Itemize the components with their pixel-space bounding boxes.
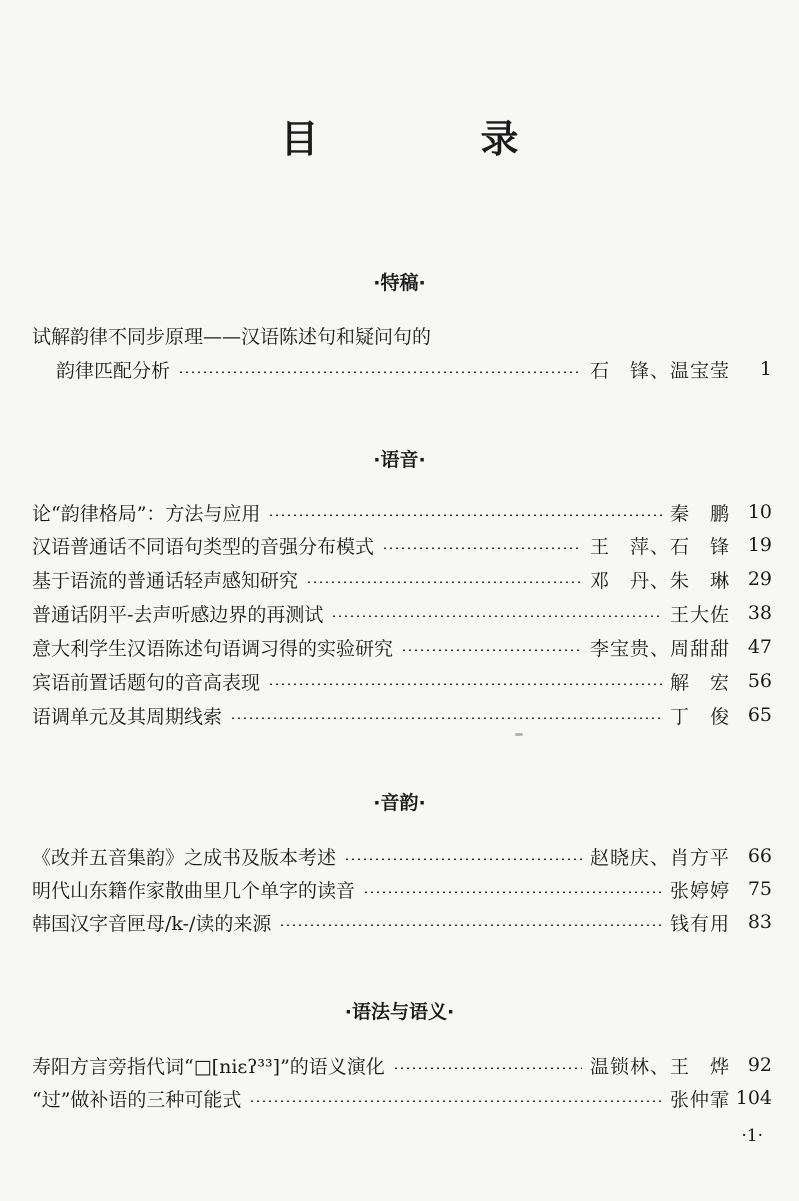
toc-entry-author: 温锁林、王 烨 [589, 1055, 730, 1078]
leader-dots [393, 1067, 582, 1069]
toc-entry-title: 明代山东籍作家散曲里几个单字的读音 [32, 879, 356, 902]
toc-entry-title: 普通话阴平-去声听感边界的再测试 [32, 603, 324, 626]
toc-entry-title: 语调单元及其周期线索 [32, 705, 223, 728]
toc-entry[interactable] [32, 530, 772, 560]
section-heading [0, 788, 799, 818]
toc-entry-title: 《改并五音集韵》之成书及版本考述 [32, 846, 337, 869]
toc-entry-page: 75 [747, 878, 772, 900]
toc-entry-title: 意大利学生汉语陈述句语调习得的实验研究 [32, 637, 394, 660]
section-heading-text: ·特稿· [373, 272, 426, 294]
leader-dots [279, 924, 662, 926]
toc-entry-title: 宾语前置话题句的音高表现 [32, 671, 261, 694]
toc-entry-author: 张仲霏 [669, 1088, 730, 1111]
toc-entry[interactable] [32, 700, 772, 730]
toc-entry-title: 论“韵律格局”：方法与应用 [32, 502, 261, 525]
toc-entry[interactable] [32, 598, 772, 628]
toc-entry-page: 56 [747, 670, 772, 692]
toc-entry[interactable] [32, 564, 772, 594]
toc-entry[interactable] [32, 632, 772, 662]
toc-entry[interactable] [56, 354, 772, 384]
toc-entry-title: “过”做补语的三种可能式 [32, 1088, 242, 1111]
toc-entry-author: 钱有用 [669, 912, 730, 935]
toc-entry-page: 65 [747, 704, 772, 726]
section-heading-text: ·语法与语义· [344, 1001, 455, 1023]
leader-dots [331, 615, 662, 617]
toc-entry-author: 石 锋、温宝莹 [589, 359, 730, 382]
toc-entry-author: 邓 丹、朱 琳 [589, 569, 730, 592]
toc-entry-author: 王大佐 [669, 603, 730, 626]
toc-entry[interactable] [32, 666, 772, 696]
toc-entry-page: 47 [747, 636, 772, 658]
leader-dots [268, 683, 662, 685]
toc-entry-author: 张婷婷 [669, 879, 730, 902]
section-heading [0, 997, 799, 1027]
toc-entry[interactable] [32, 1050, 772, 1080]
toc-entry-author: 解 宏 [669, 671, 730, 694]
toc-entry-author: 丁 俊 [669, 705, 730, 728]
toc-entry[interactable] [32, 874, 772, 904]
leader-dots [306, 581, 582, 583]
toc-entry-title: 寿阳方言旁指代词“□[niɛʔ³³]”的语义演化 [32, 1055, 385, 1078]
toc-entry-title: 基于语流的普通话轻声感知研究 [32, 569, 299, 592]
toc-entry-page: 29 [747, 568, 772, 590]
leader-dots [178, 371, 582, 373]
toc-entry-page: 92 [747, 1054, 772, 1076]
toc-entry[interactable] [32, 841, 772, 871]
toc-entry-page: 1 [759, 358, 772, 380]
toc-entry[interactable] [32, 907, 772, 937]
section-heading-text: ·语音· [373, 449, 426, 471]
toc-entry-title-line1: 试解韵律不同步原理——汉语陈述句和疑问句的 [32, 326, 432, 348]
leader-dots [382, 547, 582, 549]
scan-smudge [515, 733, 523, 736]
leader-dots [363, 891, 662, 893]
leader-dots [401, 649, 582, 651]
section-heading [0, 445, 799, 475]
toc-entry-page: 10 [747, 501, 772, 523]
toc-entry-page: 83 [747, 911, 772, 933]
toc-entry-page: 66 [747, 845, 772, 867]
section-heading-text: ·音韵· [373, 792, 426, 814]
leader-dots [344, 858, 582, 860]
toc-entry-author: 王 萍、石 锋 [589, 535, 730, 558]
footer-page-number: ·1· [741, 1126, 763, 1146]
toc-entry-author: 李宝贵、周甜甜 [589, 637, 730, 660]
toc-entry-author: 赵晓庆、肖方平 [589, 846, 730, 869]
toc-entry[interactable] [32, 1083, 772, 1113]
section-heading [0, 268, 799, 298]
leader-dots [230, 717, 662, 719]
toc-entry[interactable] [32, 497, 772, 527]
page-title: 目 录 [280, 117, 581, 161]
toc-entry-page: 19 [747, 534, 772, 556]
toc-entry-title: 韵律匹配分析 [56, 359, 171, 382]
toc-entry-page: 104 [735, 1087, 772, 1109]
toc-entry-title: 韩国汉字音匣母/k-/读的来源 [32, 912, 272, 935]
toc-entry-title: 汉语普通话不同语句类型的音强分布模式 [32, 535, 375, 558]
leader-dots [268, 514, 662, 516]
leader-dots [249, 1100, 662, 1102]
toc-entry-page: 38 [747, 602, 772, 624]
toc-entry-author: 秦 鹏 [669, 502, 730, 525]
